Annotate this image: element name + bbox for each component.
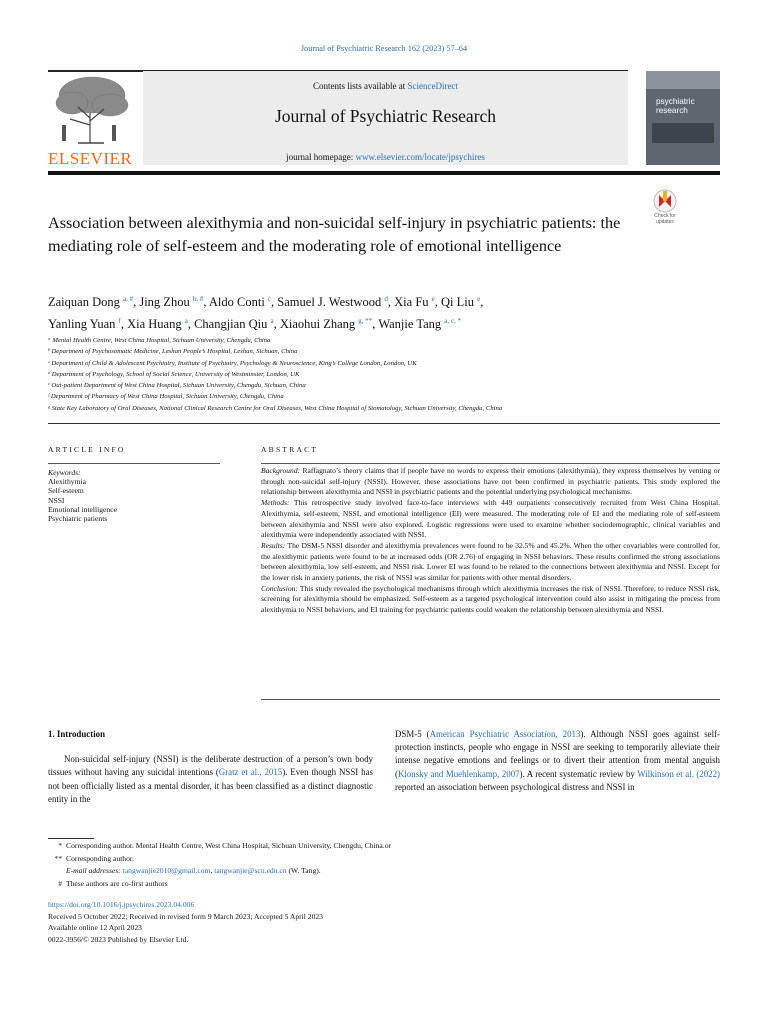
author-separator: , (203, 295, 209, 310)
author-separator: , (271, 295, 278, 310)
affiliation-item: ᵉ Out-patient Department of West China Hospital, Sichuan University, Chengdu, Sichuan, China (48, 382, 306, 390)
email-link-gmail[interactable]: tangwanjie2010@gmail.com (122, 866, 211, 876)
affiliation-item: ᶜ Department of Child & Adolescent Psychiatry, Institute of Psychiatry, Psychology & Neuroscience, King’s College London, London, UK (48, 359, 417, 367)
author-separator: , (120, 317, 128, 332)
footnote-corresponding-1 (48, 840, 720, 853)
author-separator: , (187, 317, 195, 332)
methods-text: This retrospective study involved face-to-face interviews with 449 outpatients consecutively recruited from West China Hospital. Alexithymia, self-esteem, NSSI, and emotional intelligence (EI) were measured. The moderating role of EI and the mediating role of self-esteem between alexithymia and NSSI were also explored. Logistic regressions were used to examine whether sociodemographic, clinical variables and alexithymia were independently associated with NSSI. (261, 498, 720, 540)
author-affiliation-marker[interactable]: a, # (122, 295, 134, 303)
conclusion-label: Conclusion: (261, 583, 298, 593)
intro-text-c: DSM-5 ( (395, 729, 430, 739)
crossmark-label-line1: Check for (654, 213, 676, 219)
elsevier-tree-logo (48, 73, 134, 151)
footnote-cofirst-text: These authors are co-first authors (66, 878, 168, 888)
intro-paragraph-1 (48, 753, 373, 806)
homepage-link[interactable]: www.elsevier.com/locate/jpsychires (355, 152, 485, 162)
affiliation-item: ᵇ Department of Psychosomatic Medicine, Leshan People’s Hospital, Leshan, Sichuan, China (48, 348, 298, 356)
footnote-emails: E-mail addresses: tangwanjie2010@gmail.com, tangwanjie@scu.edu.cn (W. Tang). (66, 866, 321, 876)
keyword-item: NSSI (48, 495, 65, 505)
ref-gratz-2015[interactable]: Gratz et al., 2015 (218, 767, 283, 778)
ref-wilkinson-2022[interactable]: Wilkinson et al. (2022) (637, 768, 720, 779)
author-separator: , (434, 295, 441, 310)
footnote-rule (48, 838, 94, 839)
keyword-item: Self-esteem (48, 486, 84, 496)
keywords-list (48, 477, 220, 523)
email-link-scu[interactable]: tangwanjie@scu.edu.cn (214, 866, 287, 876)
journal-cover-thumbnail[interactable] (646, 71, 720, 165)
author-name: Jing Zhou (139, 295, 190, 310)
affiliations (48, 335, 728, 414)
check-for-updates-badge[interactable] (648, 189, 682, 229)
footnote-mark-3: # (58, 878, 62, 888)
elsevier-wordmark: ELSEVIER (48, 149, 133, 168)
affiliation-item: ᵍ State Key Laboratory of Oral Diseases, National Clinical Research Centre for Oral Diseases, West China Hospital of Stomatology, Sichuan University, Chengdu, China (48, 404, 503, 412)
abstract-rule (261, 463, 720, 464)
cover-title (656, 97, 695, 115)
author-name: Changjian Qiu (194, 317, 268, 332)
cover-top-band (646, 71, 720, 89)
footnotes (48, 840, 720, 890)
abstract-results (261, 541, 720, 584)
header-bottom-rule (48, 171, 720, 175)
author-name: Xiaohui Zhang (279, 317, 356, 332)
email-suffix: (W. Tang). (286, 866, 321, 876)
author-affiliation-marker[interactable]: a, c, * (444, 317, 461, 326)
author-name: Qi Liu (441, 295, 474, 310)
intro-right-column (395, 728, 720, 794)
footnote-corresponding-2-text: Corresponding author. (66, 853, 134, 863)
conclusion-text: This study revealed the psychological mechanisms through which alexithymia increases the risk of NSSI. Therefore, to reduce NSSI risk, screening for alexithymia should be emphasized. Self-esteem as a targeted psychological intervention could also assist in mitigating the process from alexithymia to NSSI behaviors, and EI training for psychiatric patients could weaken the relationship between alexithymia and NSSI. (261, 583, 720, 615)
footnote-cofirst (48, 878, 720, 891)
author-name: Samuel J. Westwood (277, 295, 382, 310)
keywords-label: Keywords: (48, 468, 81, 477)
author-line-2 (48, 312, 608, 334)
contents-list-line (143, 81, 628, 91)
author-affiliation-marker[interactable]: f (118, 317, 121, 326)
copyright-line: 0022-3956/© 2023 Published by Elsevier Ltd. (48, 934, 189, 944)
keyword-item: Alexithymia (48, 477, 86, 487)
crossmark-icon (648, 189, 682, 213)
cover-image-strip (652, 123, 714, 143)
author-affiliation-marker[interactable]: d (384, 295, 388, 303)
author-name: Xia Huang (127, 317, 182, 332)
author-name: Aldo Conti (208, 295, 265, 310)
abstract-methods (261, 498, 720, 541)
ref-klonsky-2007[interactable]: Klonsky and Muehlenkamp, 2007 (397, 768, 520, 779)
keyword-item: Emotional intelligence (48, 504, 117, 514)
journal-homepage-line (143, 152, 628, 162)
author-name: Zaiquan Dong (48, 295, 120, 310)
footnote-mark-1: * (58, 841, 62, 850)
footnote-corresponding-2 (48, 853, 720, 866)
author-affiliation-marker[interactable]: e (431, 295, 435, 303)
affiliation-item: ᶠ Department of Pharmacy of West China Hospital, Sichuan University, Chengdu, China (48, 393, 284, 401)
publication-info (48, 899, 720, 945)
article-info-header: ARTICLE INFO (48, 445, 126, 454)
abstract-body (261, 466, 720, 616)
author-affiliation-marker[interactable]: e (477, 295, 481, 303)
author-name: Xia Fu (394, 295, 429, 310)
intro-text-e: ). A recent systematic review by (519, 768, 638, 779)
intro-text-b: ). Even though NSSI has not been officially listed as a mental disorder, it has been classified as a distinct diagnostic entity in the (48, 767, 373, 804)
crossmark-label-line2: updates (656, 219, 674, 225)
author-separator: , (372, 317, 379, 332)
abstract-conclusion (261, 584, 720, 616)
author-affiliation-marker[interactable]: a (270, 317, 274, 326)
article-info-rule (48, 463, 220, 464)
keywords-block (48, 468, 220, 523)
journal-citation[interactable]: Journal of Psychiatric Research 162 (2023) 57–64 (300, 44, 468, 53)
footnote-corresponding-1-text: Corresponding author. Mental Health Centre, West China Hospital, Sichuan University, Chengdu, China.or (66, 841, 392, 850)
author-name: Wanjie Tang (378, 317, 442, 332)
author-affiliation-marker[interactable]: a (184, 317, 188, 326)
intro-text-a: Non-suicidal self-injury (NSSI) is the deliberate destruction of a person’s own body tissues without having any suicidal intentions ( (48, 754, 373, 778)
background-label: Background: (261, 466, 301, 475)
results-label: Results: (261, 540, 286, 550)
intro-left-column (48, 728, 373, 806)
abstract-header: ABSTRACT (261, 445, 319, 454)
author-separator: , (133, 295, 140, 310)
article-title: Association between alexithymia and non-suicidal self-injury in psychiatric patients: the mediating role of self-esteem and the moderating role of emotional intelligence (48, 214, 621, 255)
background-text: Raffagnato’s theory claims that if people have no words to express their emotions (alexithymia), they express themselves by venting or through non-suicidal self-injury (NSSI). However, these associations have not been confirmed in psychiatric patients. This study explored the relationship between alexithymia and NSSI in psychiatric patients and the potential underlying psychological mechanisms. (261, 466, 720, 497)
author-list (48, 290, 608, 334)
author-name: Yanling Yuan (48, 317, 116, 332)
affiliation-item: ᵈ Department of Psychology, School of Social Science, University of Westminster, London, UK (48, 370, 300, 378)
received-dates: Received 5 October 2022; Received in revised form 9 March 2023; Accepted 5 April 2023 (48, 911, 323, 921)
journal-name: Journal of Psychiatric Research (274, 106, 497, 126)
methods-label: Methods: (261, 498, 290, 508)
cover-title-line1: psychiatric (656, 97, 695, 106)
email-label: E-mail addresses: (66, 866, 121, 876)
abstract-bottom-rule (261, 699, 720, 700)
footnote-mark-2: ** (54, 853, 62, 863)
intro-text-d: ). Although NSSI goes against self-protection instincts, people who engage in NSSI are seeking to temporarily alleviate their intense negative emotions and feelings or to divert their attention from mental anguish ( (395, 729, 720, 779)
doi-link[interactable]: https://doi.org/10.1016/j.jpsychires.2023.04.006 (48, 900, 195, 909)
contents-prefix: Contents lists available at (313, 81, 408, 91)
results-text: The DSM-5 NSSI disorder and alexithymia prevalences were found to be 32.5% and 45.2%. When the other covariables were controlled for, the alexithymic patients were found to be at increased odds (OR 2.76) of engaging in NSSI behaviors. These results confirmed the strong associations between alexithymia, low self-esteem, and NSSI risk. Lower EI was found to be related to the connections between alexithymia and NSSI. Except for the lower risk in anxiety patients, the risk of NSSI was similar for patients with other mental disorders. (261, 540, 720, 583)
author-affiliation-marker[interactable]: b, # (192, 295, 204, 303)
author-separator: , (273, 317, 280, 332)
affiliation-item: ᵃ Mental Health Centre, West China Hospital, Sichuan University, Chengdu, China (48, 337, 271, 344)
homepage-prefix: journal homepage: (286, 152, 356, 162)
author-line-1 (48, 290, 608, 312)
author-separator: , (480, 295, 484, 310)
keyword-item: Psychiatric patients (48, 514, 108, 524)
sciencedirect-link[interactable]: ScienceDirect (407, 81, 458, 91)
author-separator: , (387, 295, 395, 310)
abstract-background (261, 466, 720, 498)
author-affiliation-marker[interactable]: c (267, 295, 272, 303)
ref-apa-2013[interactable]: American Psychiatric Association, 2013 (429, 729, 581, 739)
intro-text-f: reported an association between psychological distress and NSSI in (395, 781, 635, 792)
online-date: Available online 12 April 2023 (48, 923, 142, 933)
section-heading-introduction: 1. Introduction (48, 729, 106, 739)
cover-title-line2: research (656, 106, 688, 115)
author-affiliation-marker[interactable]: g, ** (358, 317, 373, 326)
affiliation-rule (48, 423, 720, 424)
